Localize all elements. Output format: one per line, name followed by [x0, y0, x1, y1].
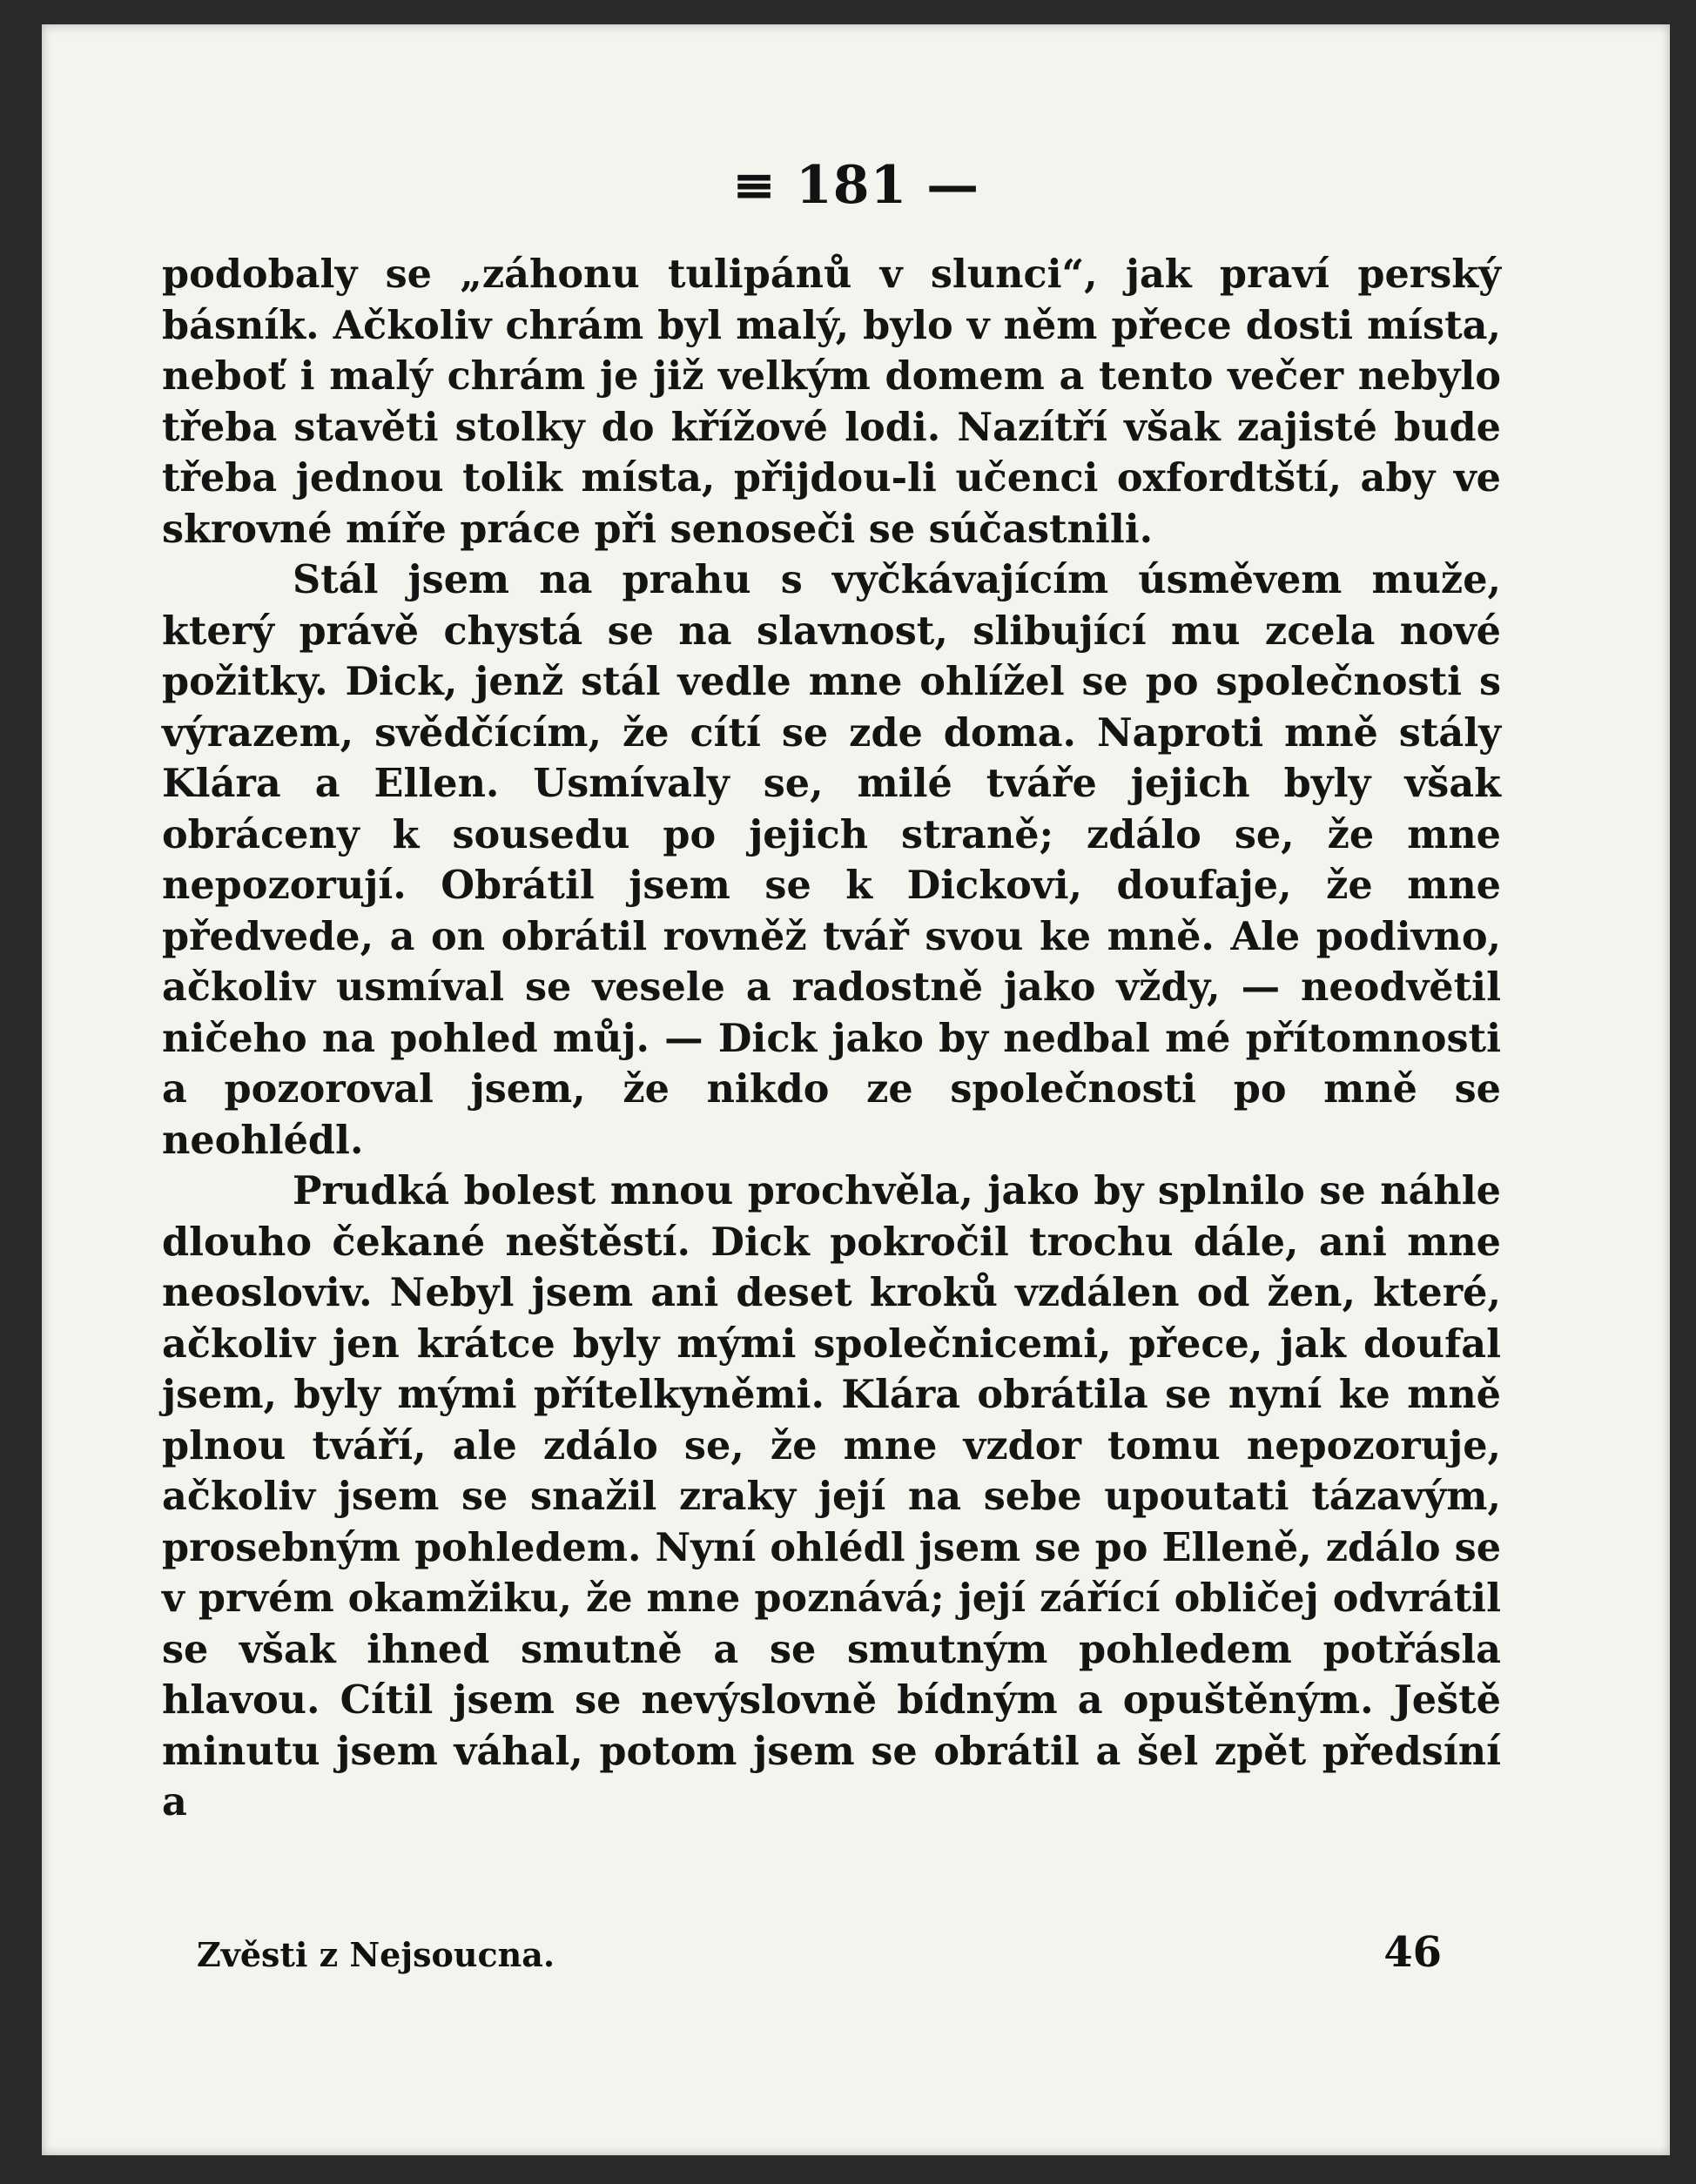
- sheet-number: 46: [1383, 1928, 1442, 1977]
- paragraph: Stál jsem na prahu s vyčkávajícím úsměvem muže, který právě chystá se na slavnost, slibující mu zcela nové požitky. Dick, jenž stál vedle mne ohlížel se po společnosti s výrazem, svědčícím, že cítí se zde doma. Naproti mně stály Klára a Ellen. Usmívaly se, milé tváře jejich byly však obráceny k sousedu po jejich straně; zdálo se, že mne nepozorují. Obrátil jsem se k Dickovi, doufaje, že mne předvede, a on obrátil rovněž tvář svou ke mně. Ale podivno, ačkoliv usmíval se vesele a radostně jako vždy, — neodvětil ničeho na pohled můj. — Dick jako by nedbal mé přítomnosti a pozoroval jsem, že nikdo ze společnosti po mně se neohlédl.: [162, 557, 1501, 1163]
- paragraph: Prudká bolest mnou prochvěla, jako by splnilo se náhle dlouho čekané neštěstí. Dick pokročil trochu dále, ani mne neosloviv. Nebyl jsem ani deset kroků vzdálen od žen, které, ačkoliv jen krátce byly mými společnicemi, přece, jak doufal jsem, byly mými přítelkyněmi. Klára obrátila se nyní ke mně plnou tváří, ale zdálo se, že mne vzdor tomu nepozoruje, ačkoliv jsem se snažil zraky její na sebe upoutati tázavým, prosebným pohledem. Nyní ohlédl jsem se po Elleně, zdálo se v prvém okamžiku, že mne poznává; její zářící obličej odvrátil se však ihned smutně a se smutným pohledem potřásla hlavou. Cítil jsem se nevýslovně bídným a opuštěným. Ještě minutu jsem váhal, potom jsem se obrátil a šel zpět předsíní a: [162, 1168, 1501, 1824]
- page-body-text: [162, 249, 1501, 1828]
- printer-signature: Zvěsti z Nejsoucna.: [197, 1935, 555, 1974]
- page-number-header: ≡ 181 —: [731, 155, 980, 216]
- book-page: [42, 24, 1670, 2155]
- paragraph: podobaly se „záhonu tulipánů v slunci“, jak praví perský básník. Ačkoliv chrám byl malý, bylo v něm přece dosti místa, neboť i malý chrám je již velkým domem a tento večer nebylo třeba stavěti stolky do křížové lodi. Nazítří však zajisté bude třeba jednou tolik místa, přijdou-li učenci oxfordtští, aby ve skrovné míře práce při senoseči se súčastnili.: [162, 252, 1501, 552]
